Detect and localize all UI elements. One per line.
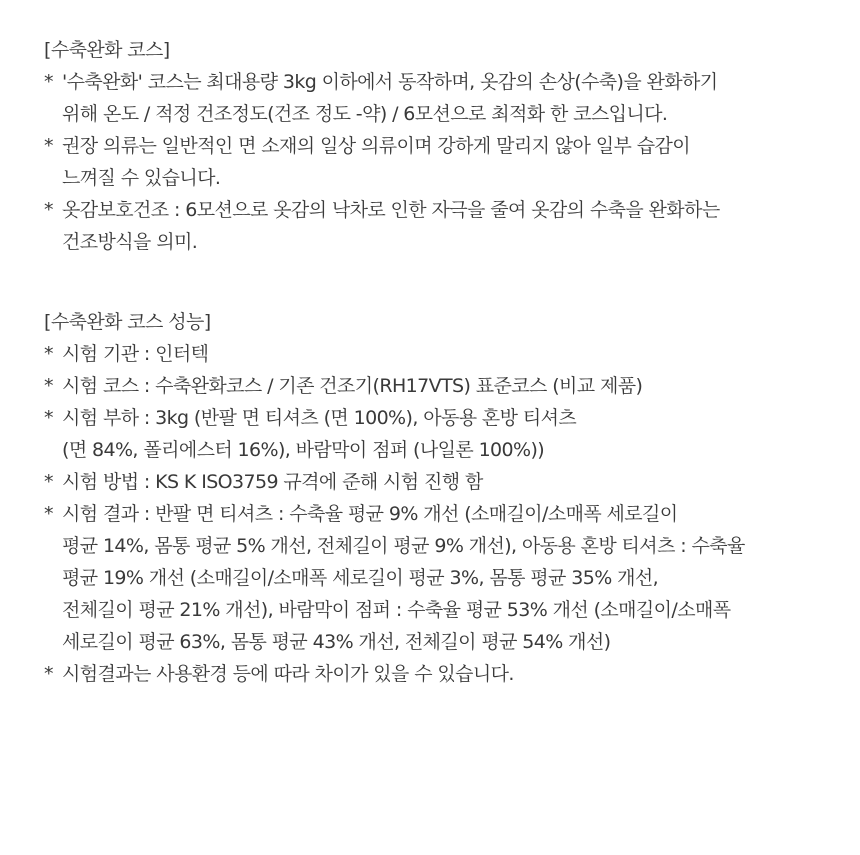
bullet-continuation: 세로길이 평균 63%, 몸통 평균 43% 개선, 전체길이 평균 54% 개선) bbox=[62, 631, 611, 653]
bullet-continuation: 전체길이 평균 21% 개선), 바람막이 점퍼 : 수축율 평균 53% 개선 (소매길이/소매폭 bbox=[62, 599, 731, 621]
bullet-text: 옷감보호건조 : 6모션으로 옷감의 낙차로 인한 자극을 줄여 옷감의 수축을 완화하는 bbox=[62, 199, 720, 221]
bullet-item bbox=[22, 402, 860, 434]
bullet-continuation: 평균 19% 개선 (소매길이/소매폭 세로길이 평균 3%, 몸통 평균 35% 개선, bbox=[62, 567, 659, 589]
bullet-continuation: 건조방식을 의미. bbox=[62, 231, 198, 253]
bullet-star: * bbox=[44, 199, 53, 221]
bullet-item bbox=[22, 338, 860, 370]
bullet-text: 시험 기관 : 인터텍 bbox=[62, 343, 209, 365]
bullet-star: * bbox=[44, 343, 53, 365]
bullet-text: 시험 코스 : 수축완화코스 / 기존 건조기(RH17VTS) 표준코스 (비교 제품) bbox=[62, 375, 643, 397]
bullet-item bbox=[22, 66, 860, 98]
bullet-star: * bbox=[44, 503, 53, 525]
bullet-star: * bbox=[44, 135, 53, 157]
bullet-continuation: (면 84%, 폴리에스터 16%), 바람막이 점퍼 (나일론 100%)) bbox=[62, 439, 545, 461]
bullet-continuation: 위해 온도 / 적정 건조정도(건조 정도 -약) / 6모션으로 최적화 한 코스입니다. bbox=[62, 103, 668, 125]
bullet-continuation: 느껴질 수 있습니다. bbox=[62, 167, 221, 189]
section-heading-shrink-relief-course: [수축완화 코스] bbox=[44, 39, 170, 61]
section-gap bbox=[22, 290, 860, 306]
bullet-star: * bbox=[44, 663, 53, 685]
bullet-star: * bbox=[44, 471, 53, 493]
bullet-text: '수축완화' 코스는 최대용량 3kg 이하에서 동작하며, 옷감의 손상(수축)을 완화하기 bbox=[62, 71, 718, 93]
section-spacer bbox=[22, 258, 860, 290]
bullet-item bbox=[22, 370, 860, 402]
bullet-text: 시험결과는 사용환경 등에 따라 차이가 있을 수 있습니다. bbox=[62, 663, 514, 685]
bullet-text: 시험 부하 : 3kg (반팔 면 티셔츠 (면 100%), 아동용 혼방 티셔츠 bbox=[62, 407, 577, 429]
section-heading-course-performance: [수축완화 코스 성능] bbox=[44, 311, 211, 333]
bullet-star: * bbox=[44, 71, 53, 93]
bullet-text: 시험 방법 : KS K ISO3759 규격에 준해 시험 진행 함 bbox=[62, 471, 483, 493]
bullet-star: * bbox=[44, 375, 53, 397]
bullet-item bbox=[22, 194, 860, 226]
bullet-item bbox=[22, 130, 860, 162]
bullet-continuation: 평균 14%, 몸통 평균 5% 개선, 전체길이 평균 9% 개선), 아동용 혼방 티셔츠 : 수축율 bbox=[62, 535, 745, 557]
bullet-item bbox=[22, 658, 860, 690]
bullet-item bbox=[22, 466, 860, 498]
bullet-text: 권장 의류는 일반적인 면 소재의 일상 의류이며 강하게 말리지 않아 일부 습감이 bbox=[62, 135, 690, 157]
bullet-text: 시험 결과 : 반팔 면 티셔츠 : 수축율 평균 9% 개선 (소매길이/소매폭 세로길이 bbox=[62, 503, 678, 525]
bullet-star: * bbox=[44, 407, 53, 429]
bullet-item bbox=[22, 498, 860, 530]
